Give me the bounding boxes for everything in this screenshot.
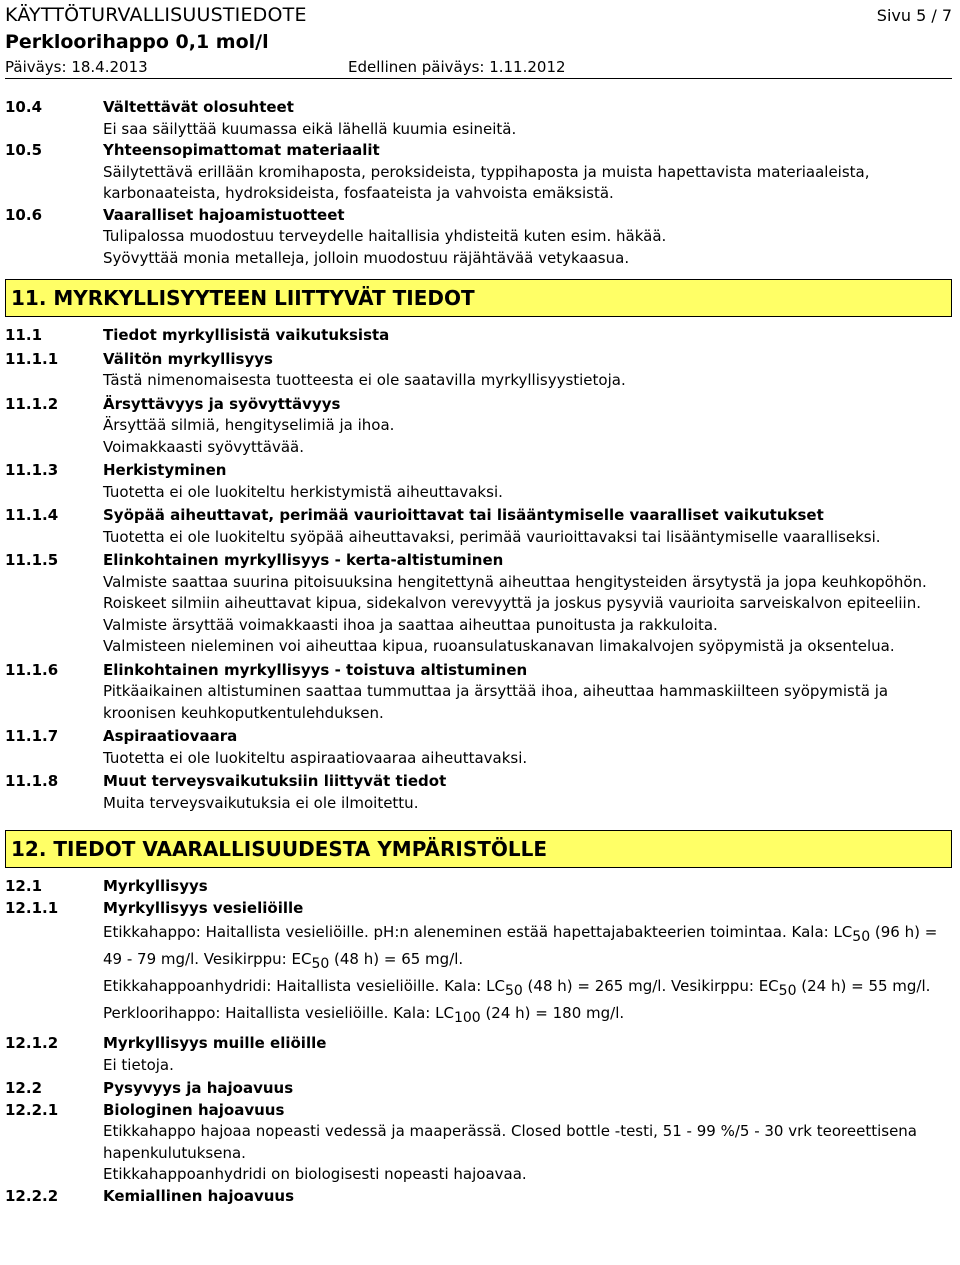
section-12-1 (5, 876, 952, 898)
section-title: Aspiraatiovaara (103, 727, 238, 745)
section-text: Tästä nimenomaisesta tuotteesta ei ole saatavilla myrkyllisyystietoja. (103, 371, 626, 389)
section-title: Myrkyllisyys (103, 877, 208, 895)
section-12-2-1 (5, 1100, 952, 1186)
section-title: Ärsyttävyys ja syövyttävyys (103, 394, 341, 413)
section-title: Elinkohtainen myrkyllisyys - kerta-altistuminen (103, 551, 504, 569)
section-title: Vältettävät olosuhteet (103, 98, 294, 116)
section-text: kroonisen keuhkoputkentulehduksen. (103, 703, 384, 722)
section-text: Pitkäaikainen altistuminen saattaa tummuttaa ja ärsyttää ihoa, aiheuttaa hammaskiilteen syöpymistä ja (103, 682, 889, 700)
section-text: hapenkulutuksena. (103, 1143, 246, 1162)
section-number: 10.4 (5, 98, 43, 116)
section-number: 12.1.2 (5, 1034, 59, 1052)
section-text: Valmisteen nieleminen voi aiheuttaa kipua, ruoansulatuskanavan limakalvojen syöpymistä ja oksentelua. (103, 637, 895, 655)
section-number: 12.2.2 (5, 1186, 59, 1205)
section-title: Myrkyllisyys muille eliöille (103, 1034, 327, 1052)
section-11-1-6 (5, 660, 952, 725)
section-text: Valmiste ärsyttää voimakkaasti ihoa ja saattaa aiheuttaa punoitusta ja rakkuloita. (103, 615, 718, 634)
section-title: Myrkyllisyys vesieliöille (103, 898, 304, 917)
document-title: KÄYTTÖTURVALLISUUSTIEDOTE (5, 4, 307, 26)
section-text: Tulipalossa muodostuu terveydelle haitallisia yhdisteitä kuten esim. häkää. (103, 227, 667, 245)
section-text: Tuotetta ei ole luokiteltu syöpää aiheuttavaksi, perimää vaurioittavaksi tai lisääntymiselle vaaralliseksi. (103, 527, 881, 546)
section-title: Pysyvyys ja hajoavuus (103, 1079, 294, 1097)
section-12-2-2 (5, 1186, 952, 1208)
section-text: karbonaateista, hydroksideista, fosfaateista ja vahvoista emäksistä. (103, 184, 614, 202)
section-text: Muita terveysvaikutuksia ei ole ilmoitettu. (103, 793, 419, 812)
section-number: 11.1.5 (5, 551, 59, 569)
page-header (5, 0, 952, 79)
section-number: 12.2.1 (5, 1100, 59, 1119)
section-number: 11.1.2 (5, 394, 59, 413)
section-text: Voimakkaasti syövyttävää. (103, 437, 304, 456)
section-12-banner: 12. TIEDOT VAARALLISUUDESTA YMPÄRISTÖLLE (5, 830, 952, 868)
section-title: Elinkohtainen myrkyllisyys - toistuva altistuminen (103, 660, 528, 679)
section-11-1 (5, 325, 952, 347)
document-body (5, 97, 952, 1207)
section-text: Syövyttää monia metalleja, jolloin muodostuu räjähtävää vetykaasua. (103, 248, 630, 267)
section-11-1-4 (5, 505, 952, 548)
product-name: Perkloorihappo 0,1 mol/l (5, 31, 269, 53)
section-text: Ei saa säilyttää kuumassa eikä lähellä kuumia esineitä. (103, 119, 517, 138)
toxicity-line-1: Etikkahappo: Haitallista vesieliöille. pH:n aleneminen estää hapettajabakteerien toimintaa. Kala: $LC_{50}$ (96 h) = (103, 923, 938, 945)
dates-row (5, 56, 952, 79)
date: Päiväys: 18.4.2013 (5, 58, 148, 76)
section-title: Välitön myrkyllisyys (103, 349, 273, 368)
section-11-1-8 (5, 771, 952, 814)
section-11-banner: 11. MYRKYLLISYYTEEN LIITTYVÄT TIEDOT (5, 279, 952, 317)
section-10-6 (5, 205, 952, 270)
section-10-5 (5, 140, 952, 205)
section-title: Muut terveysvaikutuksiin liittyvät tiedot (103, 772, 447, 790)
toxicity-line-2: 49 - 79 mg/l. Vesikirppu: $EC_{50}$ (48 h) = 65 mg/l. (103, 950, 464, 972)
page-number: Sivu 5 / 7 (876, 6, 952, 25)
section-number: 12.1 (5, 877, 43, 895)
section-title: Kemiallinen hajoavuus (103, 1186, 295, 1205)
toxicity-line-4: Perkloorihappo: Haitallista vesieliöille. Kala: $LC_{100}$ (24 h) = 180 mg/l. (103, 1004, 625, 1026)
section-text: Tuotetta ei ole luokiteltu herkistymistä aiheuttavaksi. (103, 482, 503, 501)
section-text: Etikkahappo hajoaa nopeasti vedessä ja maaperässä. Closed bottle -testi, 51 - 99 %/5 - 30 vrk teoreettisena (103, 1122, 917, 1140)
section-title: Tiedot myrkyllisistä vaikutuksista (103, 326, 390, 344)
section-title: Vaaralliset hajoamistuotteet (103, 205, 345, 224)
section-number: 10.6 (5, 205, 43, 224)
section-12-1-1 (5, 898, 952, 1028)
section-11-1-3 (5, 460, 952, 503)
section-title: Herkistyminen (103, 461, 227, 479)
section-text: Etikkahappoanhydridi on biologisesti nopeasti hajoavaa. (103, 1165, 527, 1183)
section-11-1-5 (5, 550, 952, 658)
section-number: 11.1.7 (5, 727, 59, 745)
section-number: 11.1 (5, 326, 43, 344)
section-number: 11.1.6 (5, 660, 59, 679)
section-11-1-7 (5, 726, 952, 769)
previous-date: Edellinen päiväys: 1.11.2012 (348, 58, 566, 76)
section-11-1-2 (5, 394, 952, 459)
section-11-1-1 (5, 349, 952, 392)
section-12-2 (5, 1078, 952, 1100)
section-12-1-2 (5, 1033, 952, 1076)
section-title: Biologinen hajoavuus (103, 1100, 285, 1119)
section-text: Roiskeet silmiin aiheuttavat kipua, sidekalvon verevyyttä ja joskus pysyviä vaurioita sarveiskalvon epiteeliin. (103, 594, 921, 612)
section-text: Ärsyttää silmiä, hengityselimiä ja ihoa. (103, 416, 395, 434)
section-number: 10.5 (5, 141, 43, 159)
section-number: 11.1.8 (5, 772, 59, 790)
section-number: 11.1.4 (5, 506, 59, 524)
section-number: 12.1.1 (5, 898, 59, 917)
toxicity-line-3: Etikkahappoanhydridi: Haitallista vesieliöille. Kala: $LC_{50}$ (48 h) = 265 mg/l. Vesikirppu: $EC_{50}$ (24 h) = 55 mg/l. (103, 977, 931, 999)
section-number: 11.1.3 (5, 461, 59, 479)
section-text: Tuotetta ei ole luokiteltu aspiraatiovaaraa aiheuttavaksi. (103, 748, 528, 767)
section-title: Yhteensopimattomat materiaalit (103, 141, 380, 159)
section-text: Valmiste saattaa suurina pitoisuuksina hengitettynä aiheuttaa hengitysteiden ärsytystä ja jopa keuhkopöhön. (103, 572, 927, 591)
section-text: Ei tietoja. (103, 1055, 174, 1074)
section-10-4 (5, 97, 952, 140)
section-number: 11.1.1 (5, 349, 59, 368)
section-text: Säilytettävä erillään kromihaposta, peroksideista, typpihaposta ja muista hapettavista materiaaleista, (103, 162, 870, 181)
section-title: Syöpää aiheuttavat, perimää vaurioittavat tai lisääntymiselle vaaralliset vaikutukset (103, 506, 824, 524)
section-number: 12.2 (5, 1079, 43, 1097)
